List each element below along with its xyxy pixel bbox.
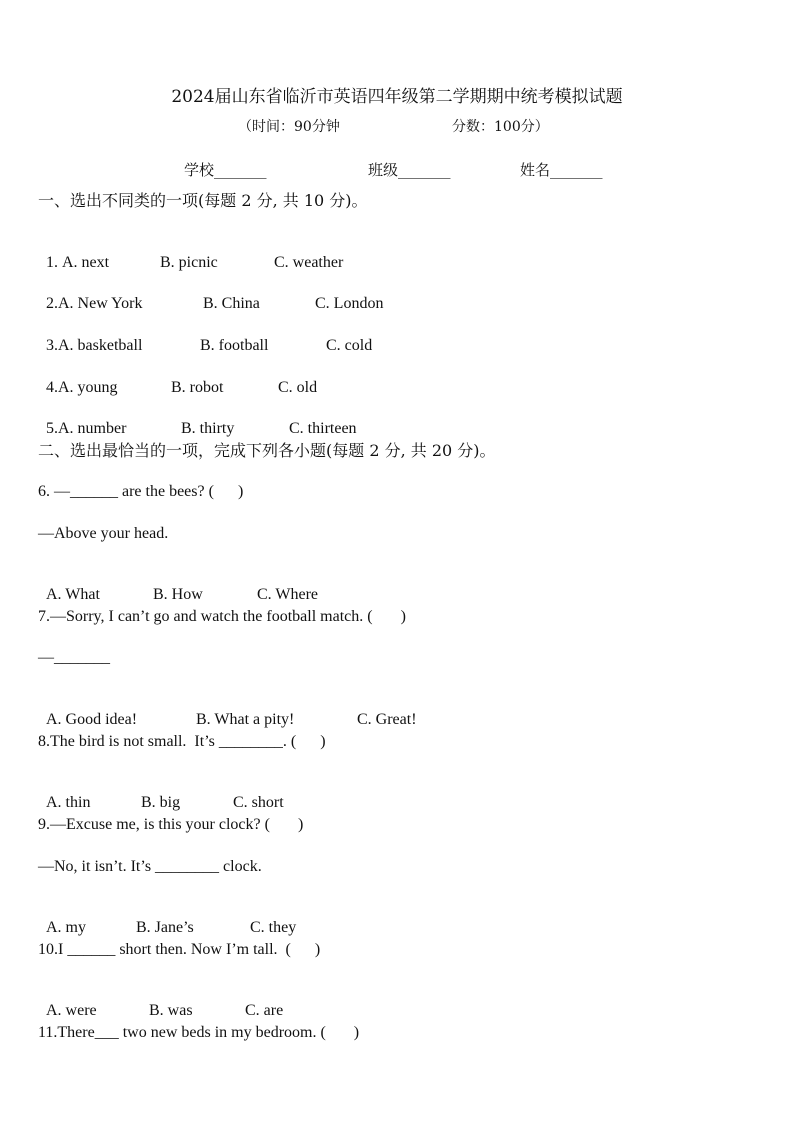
option-b[interactable]: B. football — [200, 337, 269, 354]
question-8-stem: 8.The bird is not small. It’s ________. ( ) — [38, 733, 326, 750]
question-6-options — [38, 565, 318, 605]
question-7-options — [38, 690, 417, 730]
section-1-heading: 一、选出不同类的一项(每题 2 分, 共 10 分)。 — [38, 191, 368, 210]
question-6-reply: —Above your head. — [38, 525, 169, 542]
class-field[interactable]: 班级_______ — [368, 161, 451, 179]
question-number: 3. — [46, 337, 58, 354]
question-8-options — [38, 773, 284, 813]
option-b[interactable]: B. robot — [171, 379, 224, 396]
option-b[interactable]: B. China — [203, 295, 260, 312]
exam-title: 2024届山东省临沂市英语四年级第二学期期中统考模拟试题 — [171, 87, 623, 107]
question-number: 5. — [46, 420, 58, 437]
option-c[interactable]: C. cold — [326, 337, 373, 354]
school-field[interactable]: 学校_______ — [184, 161, 267, 179]
question-number: 4. — [46, 379, 58, 396]
option-b[interactable]: B. How — [153, 586, 203, 603]
option-c[interactable]: C. old — [278, 379, 318, 396]
option-c[interactable]: C. Where — [257, 586, 319, 603]
option-a[interactable]: A. number — [58, 420, 127, 437]
question-5 — [38, 399, 357, 439]
question-7-reply: —_______ — [38, 649, 110, 666]
exam-score: 分数：100分） — [452, 119, 549, 135]
section-2-heading: 二、选出最恰当的一项，完成下列各小题(每题 2 分, 共 20 分)。 — [38, 441, 496, 460]
question-9-options — [38, 898, 296, 938]
option-c[interactable]: C. short — [233, 794, 284, 811]
question-3 — [38, 316, 372, 356]
option-b[interactable]: B. picnic — [160, 254, 218, 271]
question-9-reply: —No, it isn’t. It’s ________ clock. — [38, 858, 262, 875]
option-c[interactable]: C. are — [245, 1002, 284, 1019]
option-b[interactable]: B. thirty — [181, 420, 235, 437]
question-7-stem: 7.—Sorry, I can’t go and watch the football match. ( ) — [38, 608, 406, 625]
question-6-stem: 6. —______ are the bees? ( ) — [38, 483, 244, 500]
question-number: 2. — [46, 295, 58, 312]
option-b[interactable]: B. big — [141, 794, 181, 811]
option-a[interactable]: A. New York — [58, 295, 143, 312]
option-a[interactable]: A. What — [46, 586, 100, 603]
option-c[interactable]: C. London — [315, 295, 384, 312]
question-10-options — [38, 981, 283, 1021]
option-a[interactable]: A. were — [46, 1002, 97, 1019]
option-a[interactable]: A. young — [58, 379, 118, 396]
question-11-stem: 11.There___ two new beds in my bedroom. ( ) — [38, 1024, 360, 1041]
option-c[interactable]: C. they — [250, 919, 297, 936]
question-10-stem: 10.I ______ short then. Now I’m tall. ( ) — [38, 941, 321, 958]
option-a[interactable]: A. thin — [46, 794, 91, 811]
name-field[interactable]: 姓名_______ — [520, 161, 603, 179]
option-b[interactable]: B. Jane’s — [136, 919, 194, 936]
option-a[interactable]: A. Good idea! — [46, 711, 138, 728]
option-c[interactable]: C. weather — [274, 254, 344, 271]
question-1 — [38, 233, 343, 273]
option-b[interactable]: B. was — [149, 1002, 193, 1019]
option-b[interactable]: B. What a pity! — [196, 711, 295, 728]
option-c[interactable]: C. Great! — [357, 711, 417, 728]
question-9-stem: 9.—Excuse me, is this your clock? ( ) — [38, 816, 304, 833]
option-a[interactable]: A. basketball — [58, 337, 143, 354]
exam-time: （时间：90分钟 — [238, 119, 340, 135]
question-number: 1. — [46, 254, 62, 271]
option-a[interactable]: A. next — [62, 254, 110, 271]
option-c[interactable]: C. thirteen — [289, 420, 357, 437]
question-4 — [38, 358, 317, 398]
question-2 — [38, 274, 383, 314]
option-a[interactable]: A. my — [46, 919, 86, 936]
